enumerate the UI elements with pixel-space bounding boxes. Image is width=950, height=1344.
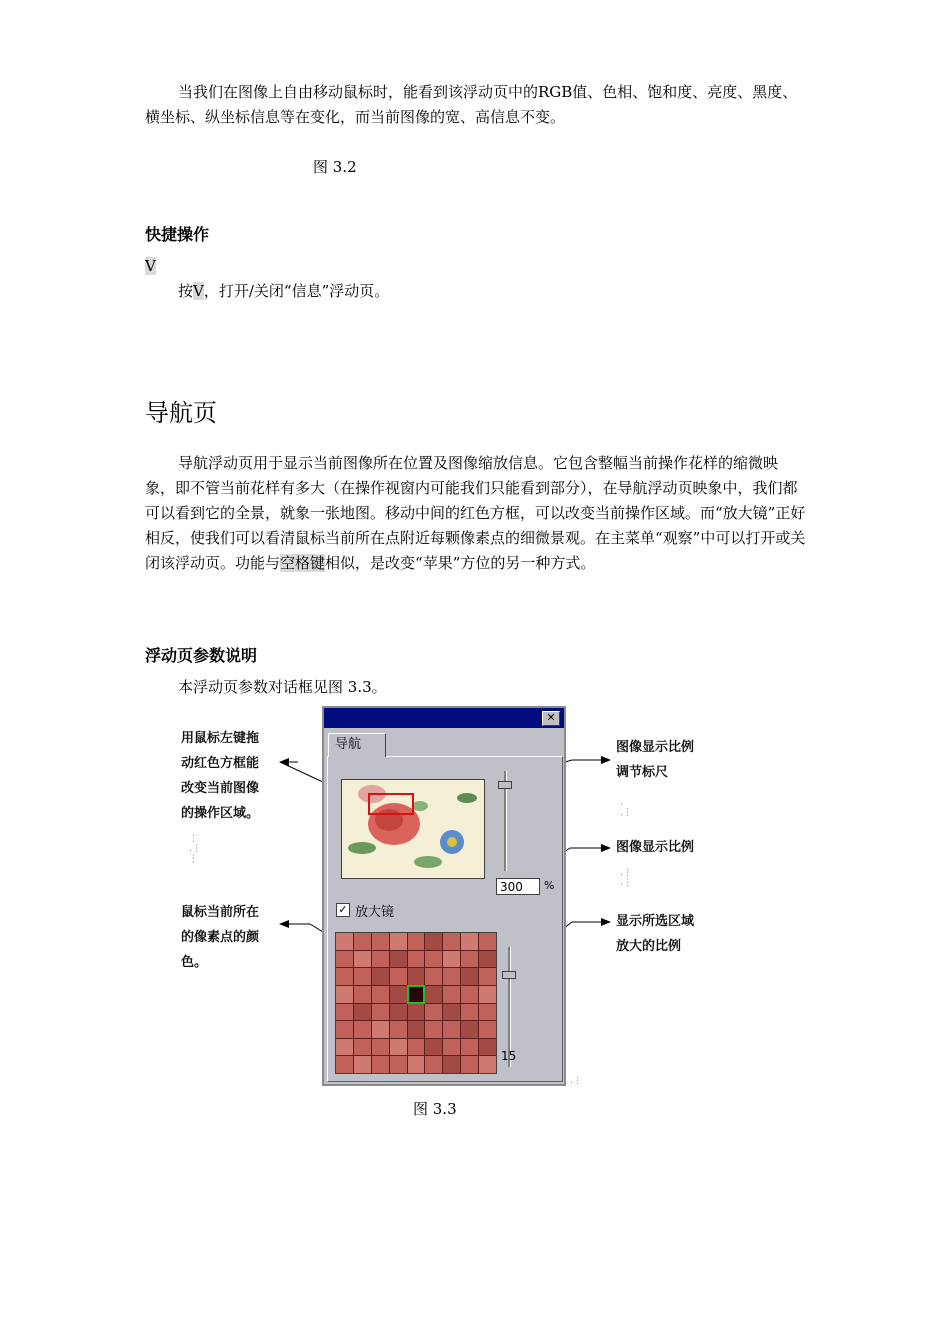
pixel-cell	[425, 1056, 442, 1073]
note-line: 调节标尺	[616, 765, 669, 780]
pixel-cell	[390, 986, 407, 1003]
close-icon: ✕	[546, 711, 556, 724]
pixel-cell	[479, 1021, 496, 1038]
tab-navigation[interactable]: 导航	[328, 733, 386, 757]
pixel-cell	[443, 986, 460, 1003]
pixel-cell	[408, 951, 425, 968]
pixel-cell	[479, 951, 496, 968]
pixel-cell	[354, 1004, 371, 1021]
note-pixel-color	[181, 900, 259, 975]
pixel-cell	[390, 1021, 407, 1038]
dotted-mark: ⋮ .⋮ ⋮	[189, 834, 201, 864]
paragraph-navigation-description	[145, 451, 807, 576]
pixel-cell	[408, 933, 425, 950]
pixel-cell	[443, 1021, 460, 1038]
note-line: 鼠标当前所在	[181, 905, 260, 920]
dialog-titlebar	[324, 708, 564, 728]
paragraph-info-description: 当我们在图像上自由移动鼠标时，能看到该浮动页中的RGB值、色相、饱和度、亮度、黑度、横坐标、纵坐标信息等在变化，而当前图像的宽、高信息不变。	[145, 83, 798, 126]
shortcut-description	[145, 279, 807, 304]
pixel-cell	[354, 1056, 371, 1073]
pixel-cell	[425, 968, 442, 985]
note-line: 图像显示比例	[616, 840, 695, 855]
pixel-cell	[354, 968, 371, 985]
magnifier-checkbox[interactable]: ✓	[336, 903, 350, 917]
dotted-mark: .⋮ .⋮	[620, 868, 632, 888]
pixel-cell	[461, 1056, 478, 1073]
shortcut-key: V	[145, 257, 156, 275]
note-zoom-ratio	[616, 835, 694, 860]
pixel-cell	[372, 951, 389, 968]
shortcut-inline-key: V	[193, 282, 204, 300]
shortcut-prefix: 按	[178, 282, 194, 300]
pixel-cell	[479, 968, 496, 985]
note-drag-red-box	[181, 726, 259, 826]
shortcut-key-line	[145, 254, 807, 279]
pixel-cell	[461, 951, 478, 968]
zoom-slider-thumb[interactable]	[498, 781, 512, 789]
note-line: 图像显示比例	[616, 740, 695, 755]
pixel-cell	[443, 1039, 460, 1056]
pixel-cell	[390, 1039, 407, 1056]
dotted-mark: . .⋮	[620, 798, 632, 818]
dotted-mark: .⋮	[570, 1076, 582, 1086]
view-region-box[interactable]	[368, 793, 414, 815]
pixel-cell	[408, 1056, 425, 1073]
pixel-cell	[372, 1039, 389, 1056]
pixel-cell	[336, 968, 353, 985]
pixel-cell	[354, 951, 371, 968]
heading-params: 浮动页参数说明	[145, 646, 258, 665]
pixel-cell	[354, 1021, 371, 1038]
magnifier-pixel-grid	[335, 932, 497, 1074]
nav-text-part1: 导航浮动页用于显示当前图像所在位置及图像缩放信息。它包含整幅当前操作花样的缩微映象，即不管当前花样有多大（在操作视窗内可能我们只能看到部分），在导航浮动页映象中，我们都可以看到它的全景，就象一张地图。移动中间的红色方框，可以改变当前操作区域。而“放大镜”正好相反，使我们可以看清鼠标当前所在点附近每颗像素点的细微景观。在主菜单“观察”中可以打开或关闭该浮动页。功能与	[145, 454, 806, 572]
pixel-cell	[461, 1004, 478, 1021]
note-line: 改变当前图像	[181, 781, 260, 796]
note-line: 用鼠标左键拖	[181, 731, 260, 746]
pixel-cell	[425, 1039, 442, 1056]
pixel-cell	[425, 951, 442, 968]
pixel-cell	[336, 951, 353, 968]
pixel-cell	[408, 1039, 425, 1056]
magnify-value: 15	[501, 1049, 517, 1063]
pixel-cell	[372, 933, 389, 950]
pixel-cell	[425, 986, 442, 1003]
note-line: 的操作区域。	[181, 806, 260, 821]
pixel-cell	[443, 968, 460, 985]
pixel-cell	[461, 1021, 478, 1038]
pixel-cell	[479, 933, 496, 950]
pixel-cell	[336, 1004, 353, 1021]
pixel-cell	[372, 986, 389, 1003]
navigator-figure	[180, 706, 720, 1090]
pixel-cell	[408, 1021, 425, 1038]
pixel-cell	[354, 933, 371, 950]
figure-caption-3-3: 图 3.3	[413, 1100, 457, 1118]
pixel-cell	[443, 1056, 460, 1073]
shortcut-suffix: ，打开/关闭“信息”浮动页。	[203, 282, 390, 300]
magnify-slider-thumb[interactable]	[502, 971, 516, 979]
pixel-cell	[372, 968, 389, 985]
pixel-cell	[372, 1021, 389, 1038]
pixel-cell	[336, 1039, 353, 1056]
navigator-dialog	[322, 706, 566, 1086]
zoom-input[interactable]: 300	[496, 878, 540, 895]
close-button[interactable]	[542, 711, 560, 726]
selected-pixel	[408, 986, 425, 1003]
note-magnify-ratio	[616, 909, 694, 959]
pixel-cell	[354, 1039, 371, 1056]
figure-caption-3-2: 图 3.2	[313, 158, 357, 176]
pixel-cell	[461, 933, 478, 950]
pixel-cell	[408, 1004, 425, 1021]
pixel-cell	[390, 951, 407, 968]
magnifier-label: 放大镜	[355, 905, 395, 920]
pixel-cell	[461, 968, 478, 985]
note-line: 的像素点的颜	[181, 930, 260, 945]
pixel-cell	[425, 1021, 442, 1038]
note-zoom-slider	[616, 735, 694, 785]
pixel-cell	[336, 933, 353, 950]
heading-shortcut: 快捷操作	[145, 225, 210, 244]
pixel-cell	[479, 986, 496, 1003]
pixel-cell	[443, 1004, 460, 1021]
nav-text-highlight: 空格键	[280, 554, 326, 572]
params-intro: 本浮动页参数对话框见图 3.3。	[178, 678, 387, 696]
note-line: 放大的比例	[616, 939, 682, 954]
pixel-cell	[372, 1004, 389, 1021]
pixel-cell	[390, 933, 407, 950]
note-line: 显示所选区域	[616, 914, 695, 929]
pixel-cell	[336, 1021, 353, 1038]
nav-text-part2: 相似，是改变“苹果”方位的另一种方式。	[325, 554, 596, 572]
note-line: 动红色方框能	[181, 756, 260, 771]
pixel-cell	[461, 1039, 478, 1056]
pixel-cell	[354, 986, 371, 1003]
pixel-cell	[408, 968, 425, 985]
image-thumbnail[interactable]	[341, 779, 485, 879]
pixel-cell	[479, 1039, 496, 1056]
zoom-unit: %	[544, 879, 555, 892]
pixel-cell	[443, 933, 460, 950]
note-line: 色。	[181, 955, 208, 970]
pixel-cell	[425, 933, 442, 950]
pixel-cell	[372, 1056, 389, 1073]
pixel-cell	[479, 1056, 496, 1073]
pixel-cell	[443, 951, 460, 968]
pixel-cell	[479, 1004, 496, 1021]
pixel-cell	[390, 968, 407, 985]
pixel-cell	[336, 1056, 353, 1073]
pixel-cell	[461, 986, 478, 1003]
navigation-panel	[327, 756, 563, 1082]
pixel-cell	[336, 986, 353, 1003]
pixel-cell	[390, 1056, 407, 1073]
pixel-cell	[390, 1004, 407, 1021]
heading-navigation-page: 导航页	[145, 399, 217, 427]
pixel-cell	[425, 1004, 442, 1021]
